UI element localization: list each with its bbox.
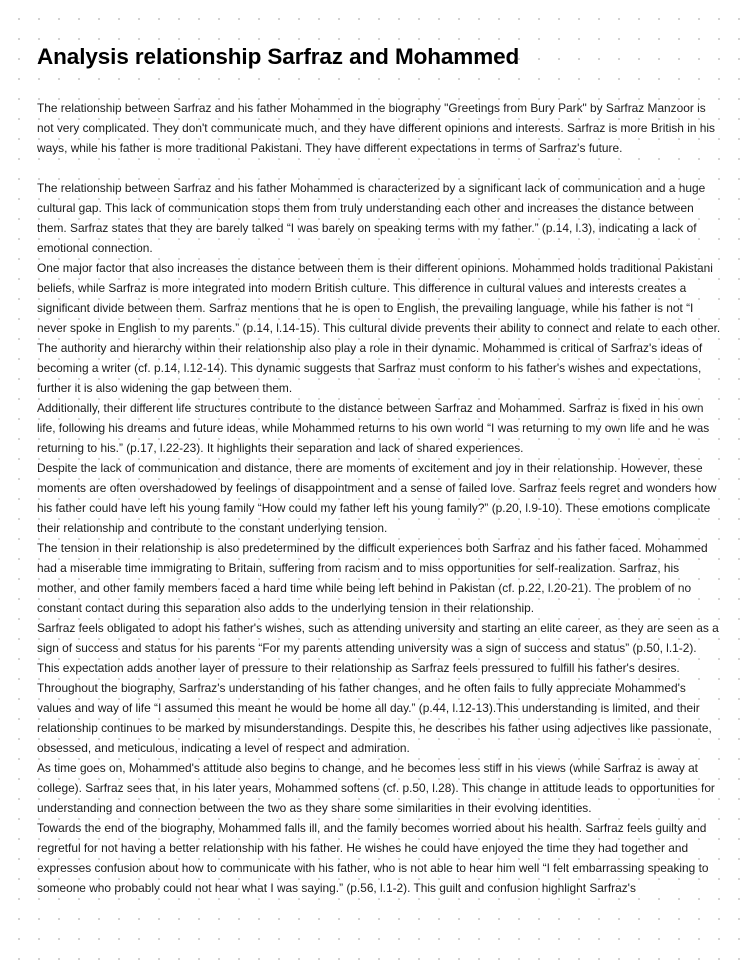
body-paragraph-1: The relationship between Sarfraz and his father Mohammed is characterized by a significant lack of communication and a huge cultural gap. This lack of communication stops them from truly understanding each other and increases the distance between them. Sarfraz states that they are barely talked “I was barely on speaking terms with my father.” (p.14, l.3), indicating a lack of emotional connection.: [37, 181, 706, 255]
body-paragraph-10: Towards the end of the biography, Mohammed falls ill, and the family becomes worried about his health. Sarfraz feels guilty and regretful for not having a better relationship with his father. He wishes he could have enjoyed the time they had together and expresses confusion about how to communicate with his father, who is not able to hear him well “I felt embarrassing speaking to someone who probably could not hear what I was saying.” (p.56, l.1-2). This guilt and confusion highlight Sarfraz's: [37, 821, 709, 895]
document-title: Analysis relationship Sarfraz and Mohammed: [37, 44, 520, 69]
body-paragraph-9: As time goes on, Mohammed's attitude also begins to change, and he becomes less stiff in his views (while Sarfraz is away at college). Sarfraz sees that, in his later years, Mohammed softens (cf. p.50, l.28). This change in attitude leads to opportunities for understanding and connection between the two as they share some similarities in their evolving identities.: [37, 761, 715, 815]
body-paragraph-8: Throughout the biography, Sarfraz's understanding of his father changes, and he often fails to fully appreciate Mohammed's values and way of life “I assumed this meant he would be home all day.” (p.44, l.12-13).This understanding is limited, and their relationship continues to be marked by misunderstandings. Despite this, he describes his father using adjectives like passionate, obsessed, and meticulous, indicating a level of respect and admiration.: [37, 681, 712, 755]
intro-paragraph: The relationship between Sarfraz and his father Mohammed in the biography "Greetings from Bury Park" by Sarfraz Manzoor is not very complicated. They don't communicate much, and they have different opinions and interests. Sarfraz is more British in his ways, while his father is more traditional Pakistani. They have different expectations in terms of Sarfraz's future.: [37, 101, 715, 155]
body-paragraph-5: Despite the lack of communication and distance, there are moments of excitement and joy in their relationship. However, these moments are often overshadowed by feelings of disappointment and a sense of failed love. Sarfraz feels regret and wonders how his father could have left his young family “How could my father left his young family?” (p.20, l.9-10). These emotions complicate their relationship and contribute to the constant underlying tension.: [37, 461, 717, 535]
body-paragraph-3: The authority and hierarchy within their relationship also play a role in their dynamic. Mohammed is critical of Sarfraz's ideas of becoming a writer (cf. p.14, l.12-14). This dynamic suggests that Sarfraz must conform to his father's wishes and expectations, further it is also widening the gap between them.: [37, 341, 703, 395]
body-paragraph-2: One major factor that also increases the distance between them is their different opinions. Mohammed holds traditional Pakistani beliefs, while Sarfraz is more integrated into modern British culture. This difference in cultural values and interests creates a significant divide between them. Sarfraz mentions that he is open to English, the prevailing language, while his father is not “I never spoke in English to my parents.” (p.14, l.14-15). This cultural divide prevents their ability to connect and relate to each other.: [37, 261, 721, 335]
body-paragraph-4: Additionally, their different life structures contribute to the distance between Sarfraz and Mohammed. Sarfraz is fixed in his own life, following his dreams and future ideas, while Mohammed returns to his own world “I was returning to my own life and he was returning to his.” (p.17, l.22-23). It highlights their separation and lack of shared experiences.: [37, 401, 710, 455]
body-paragraph-7: Sarfraz feels obligated to adopt his father's wishes, such as attending university and starting an elite career, as they are seen as a sign of success and status for his parents “For my parents attending university was a sign of success and status” (p.50, l.1-2). This expectation adds another layer of pressure to their relationship as Sarfraz feels pressured to fulfill his father's desires.: [37, 621, 719, 675]
body-paragraph-6: The tension in their relationship is also predetermined by the difficult experiences both Sarfraz and his father faced. Mohammed had a miserable time immigrating to Britain, suffering from racism and to miss opportunities for self-realization. Sarfraz, his mother, and other family members faced a hard time while being left behind in Pakistan (cf. p.22, l.20-21). The problem of no constant contact during this separation also adds to the underlying tension in their relationship.: [37, 541, 708, 615]
paragraph-spacer: [37, 158, 722, 178]
